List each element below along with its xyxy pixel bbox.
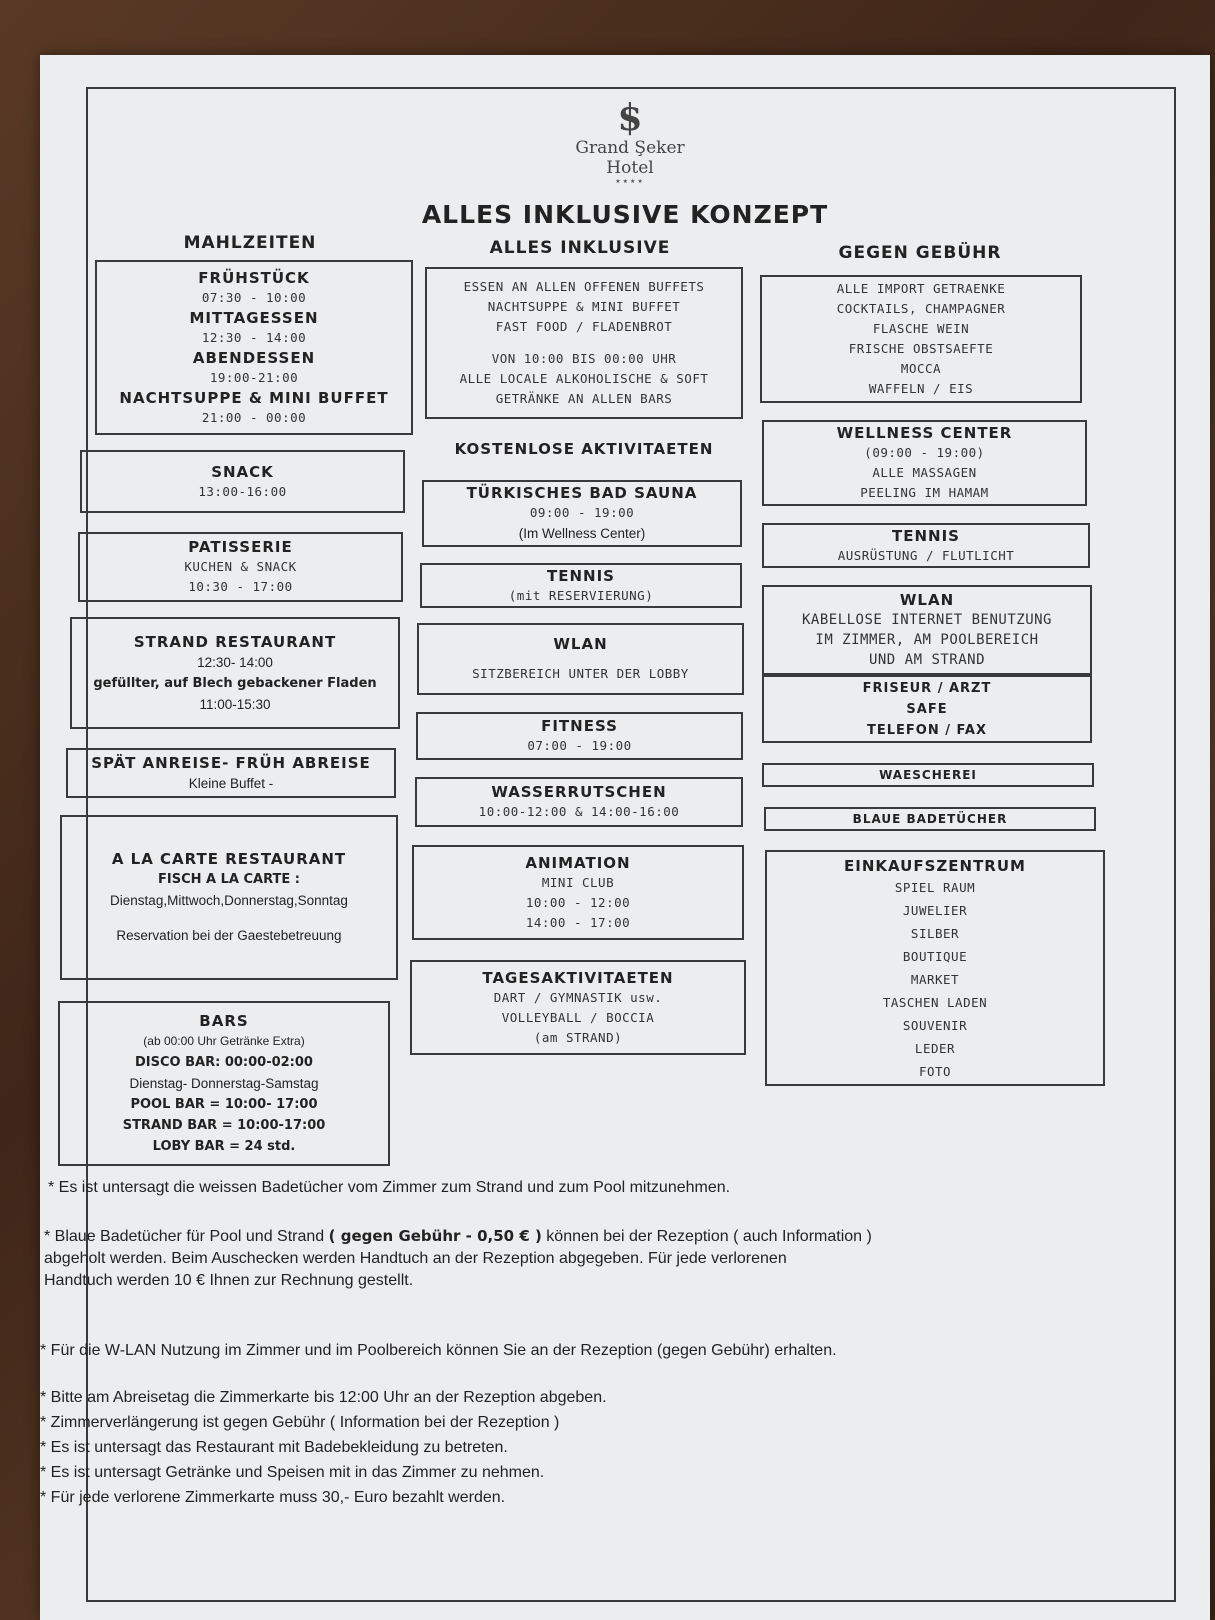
note-blaue-part-2: können bei der Rezeption ( auch Information ) bbox=[541, 1228, 872, 1245]
gebuehr-line-4: FRISCHE OBSTSAEFTE bbox=[848, 341, 994, 356]
note-blaue-part-1: * Blaue Badetücher für Pool und Strand bbox=[44, 1228, 329, 1245]
a-la-carte-label: A LA CARTE RESTAURANT bbox=[111, 850, 347, 868]
waescherei-label: WAESCHEREI bbox=[879, 767, 977, 782]
strand-restaurant-time2: 11:00-15:30 bbox=[199, 696, 271, 712]
note-badebekleidung: * Es ist untersagt das Restaurant mit Badebekleidung zu betreten. bbox=[40, 1439, 508, 1456]
tennis-paid-label: TENNIS bbox=[892, 526, 960, 545]
telefon-fax: TELEFON / FAX bbox=[867, 722, 987, 738]
inkl-line-1: ESSEN AN ALLEN OFFENEN BUFFETS bbox=[463, 279, 705, 294]
animation-label: ANIMATION bbox=[525, 853, 631, 872]
strand-restaurant-label: STRAND RESTAURANT bbox=[133, 632, 337, 651]
mittagessen-time: 12:30 - 14:00 bbox=[201, 329, 307, 345]
wellness-center-box bbox=[762, 420, 1087, 506]
einkaufszentrum-label: EINKAUFSZENTRUM bbox=[844, 857, 1026, 875]
fruehstueck-time: 07:30 - 10:00 bbox=[201, 289, 307, 305]
strand-restaurant-desc: gefüllter, auf Blech gebackener Fladen bbox=[93, 675, 377, 691]
note-blaue-badetuecher bbox=[44, 1225, 1104, 1292]
logo-stars: ★★★★ bbox=[615, 179, 645, 185]
einkauf-item: JUWELIER bbox=[902, 903, 968, 918]
spaet-anreise-sub: Kleine Buffet - bbox=[188, 775, 274, 791]
animation-time-1: 10:00 - 12:00 bbox=[525, 894, 631, 910]
note-blaue-part-4: Handtuch werden 10 € Ihnen zur Rechnung gestellt. bbox=[44, 1272, 414, 1289]
inkl-line-4: VON 10:00 BIS 00:00 UHR bbox=[491, 351, 677, 366]
wellness-center-line-1: ALLE MASSAGEN bbox=[872, 465, 977, 480]
snack-label: SNACK bbox=[211, 462, 274, 481]
einkauf-item: BOUTIQUE bbox=[902, 949, 968, 964]
loby-bar: LOBY BAR = 24 std. bbox=[152, 1138, 296, 1154]
safe: SAFE bbox=[906, 701, 948, 717]
tennis-free-box bbox=[420, 563, 742, 608]
wlan-paid-label: WLAN bbox=[899, 591, 955, 609]
wellness-center-line-2: PEELING IM HAMAM bbox=[860, 485, 989, 500]
spaet-anreise-label: SPÄT ANREISE- FRÜH ABREISE bbox=[91, 753, 371, 772]
wlan-paid-line-1: KABELLOSE INTERNET BENUTZUNG bbox=[801, 612, 1052, 628]
mittagessen-label: MITTAGESSEN bbox=[189, 308, 319, 327]
wlan-free-note: SITZBEREICH UNTER DER LOBBY bbox=[472, 666, 689, 681]
gebuehr-line-2: COCKTAILS, CHAMPAGNER bbox=[836, 301, 1006, 316]
alles-inklusive-box bbox=[425, 267, 743, 419]
fitness-box bbox=[416, 712, 743, 760]
tennis-paid-box bbox=[762, 523, 1090, 568]
inkl-line-6: GETRÄNKE AN ALLEN BARS bbox=[495, 391, 673, 406]
note-zimmerkarte-verloren: * Für jede verlorene Zimmerkarte muss 30,- Euro bezahlt werden. bbox=[40, 1489, 506, 1506]
note-badetuecher: * Es ist untersagt die weissen Badetücher vom Zimmer zum Strand und zum Pool mitzunehmen. bbox=[48, 1179, 731, 1196]
note-zimmerverlaengerung: * Zimmerverlängerung ist gegen Gebühr ( Information bei der Rezeption ) bbox=[40, 1414, 560, 1431]
disco-bar: DISCO BAR: 00:00-02:00 bbox=[135, 1054, 313, 1070]
patisserie-label: PATISSERIE bbox=[188, 538, 293, 556]
nachtsuppe-time: 21:00 - 00:00 bbox=[201, 409, 307, 425]
tagesaktivitaeten-line-3: (am STRAND) bbox=[533, 1029, 623, 1045]
column-heading-alles-inklusive: ALLES INKLUSIVE bbox=[489, 238, 671, 258]
column-heading-mahlzeiten: MAHLZEITEN bbox=[183, 233, 317, 253]
einkauf-item: SPIEL RAUM bbox=[894, 880, 976, 895]
gebuehr-line-3: FLASCHE WEIN bbox=[872, 321, 970, 336]
note-blaue-part-3: abgeholt werden. Beim Auschecken werden Handtuch an der Rezeption abgegeben. Für jede verlorenen bbox=[44, 1250, 787, 1267]
meal-times-box bbox=[95, 260, 413, 435]
service-box bbox=[762, 675, 1092, 743]
einkauf-item: SILBER bbox=[910, 926, 960, 941]
note-wlan: * Für die W-LAN Nutzung im Zimmer und im Poolbereich können Sie an der Rezeption (gegen Gebühr) erhalten. bbox=[40, 1342, 837, 1359]
nachtsuppe-label: NACHTSUPPE & MINI BUFFET bbox=[119, 388, 389, 407]
wlan-paid-line-3: UND AM STRAND bbox=[868, 652, 986, 668]
wasserrutschen-time: 10:00-12:00 & 14:00-16:00 bbox=[478, 804, 680, 819]
fitness-label: FITNESS bbox=[541, 717, 618, 735]
tuerkisches-bad-box bbox=[422, 480, 742, 547]
einkauf-item: MARKET bbox=[910, 972, 960, 987]
einkaufszentrum-box bbox=[765, 850, 1105, 1086]
animation-box bbox=[412, 845, 744, 940]
wlan-paid-box bbox=[762, 585, 1092, 675]
inkl-line-3: FAST FOOD / FLADENBROT bbox=[495, 319, 673, 334]
wellness-center-label: WELLNESS CENTER bbox=[836, 424, 1013, 442]
patisserie-sub: KUCHEN & SNACK bbox=[184, 559, 297, 574]
spaet-anreise-box bbox=[66, 748, 396, 798]
einkauf-item: SOUVENIR bbox=[902, 1018, 968, 1033]
animation-sub: MINI CLUB bbox=[541, 874, 615, 890]
document-sheet bbox=[40, 55, 1210, 1620]
disco-bar-days: Dienstag- Donnerstag-Samstag bbox=[129, 1075, 319, 1091]
hotel-logo bbox=[550, 97, 710, 185]
gebuehr-line-5: MOCCA bbox=[900, 361, 942, 376]
einkauf-item: TASCHEN LADEN bbox=[882, 995, 988, 1010]
strand-restaurant-box bbox=[70, 617, 400, 729]
tuerkisches-bad-label: TÜRKISCHES BAD SAUNA bbox=[466, 484, 698, 502]
tennis-paid-note: AUSRÜSTUNG / FLUTLICHT bbox=[837, 547, 1015, 563]
snack-time: 13:00-16:00 bbox=[198, 483, 287, 499]
einkauf-item: FOTO bbox=[918, 1064, 952, 1079]
bars-box bbox=[58, 1001, 390, 1166]
einkauf-item: LEDER bbox=[914, 1041, 956, 1056]
note-blaue-fee: ( gegen Gebühr - 0,50 € ) bbox=[328, 1227, 542, 1245]
bars-note: (ab 00:00 Uhr Getränke Extra) bbox=[143, 1033, 305, 1048]
wasserrutschen-label: WASSERRUTSCHEN bbox=[491, 783, 667, 801]
logo-name: Grand Şeker Hotel bbox=[575, 138, 685, 178]
wellness-center-time: (09:00 - 19:00) bbox=[864, 445, 985, 460]
patisserie-box bbox=[78, 532, 403, 602]
friseur-arzt: FRISEUR / ARZT bbox=[862, 680, 992, 696]
tagesaktivitaeten-box bbox=[410, 960, 746, 1055]
a-la-carte-sub: FISCH A LA CARTE : bbox=[158, 872, 300, 887]
abendessen-time: 19:00-21:00 bbox=[209, 369, 299, 385]
waescherei-box bbox=[762, 763, 1094, 787]
snack-box bbox=[80, 450, 405, 513]
gegen-gebuehr-box bbox=[760, 275, 1082, 403]
pool-bar: POOL BAR = 10:00- 17:00 bbox=[130, 1096, 318, 1112]
abendessen-label: ABENDESSEN bbox=[192, 348, 316, 367]
wlan-paid-line-2: IM ZIMMER, AM POOLBEREICH bbox=[815, 632, 1039, 648]
blaue-badetuecher-label: BLAUE BADETÜCHER bbox=[852, 811, 1008, 826]
note-zimmerkarte-abgabe: * Bitte am Abreisetag die Zimmerkarte bis 12:00 Uhr an der Rezeption abgeben. bbox=[40, 1389, 607, 1406]
fitness-time: 07:00 - 19:00 bbox=[527, 738, 632, 753]
fruehstueck-label: FRÜHSTÜCK bbox=[198, 268, 310, 287]
tuerkisches-bad-time: 09:00 - 19:00 bbox=[529, 505, 635, 520]
gebuehr-line-6: WAFFELN / EIS bbox=[868, 381, 974, 396]
strand-bar: STRAND BAR = 10:00-17:00 bbox=[122, 1117, 326, 1133]
tagesaktivitaeten-line-1: DART / GYMNASTIK usw. bbox=[493, 989, 663, 1005]
tennis-free-note: (mit RESERVIERUNG) bbox=[508, 587, 654, 603]
wlan-free-box bbox=[417, 623, 744, 695]
tagesaktivitaeten-label: TAGESAKTIVITAETEN bbox=[482, 968, 674, 987]
wasserrutschen-box bbox=[415, 777, 743, 827]
page-title: ALLES INKLUSIVE KONZEPT bbox=[421, 200, 829, 229]
note-getraenke-zimmer: * Es ist untersagt Getränke und Speisen mit in das Zimmer zu nehmen. bbox=[40, 1464, 545, 1481]
tuerkisches-bad-note: (Im Wellness Center) bbox=[518, 526, 646, 541]
column-heading-gegen-gebuehr: GEGEN GEBÜHR bbox=[838, 243, 1002, 263]
a-la-carte-reservation: Reservation bei der Gaestebetreuung bbox=[116, 928, 342, 943]
gebuehr-line-1: ALLE IMPORT GETRAENKE bbox=[836, 281, 1006, 296]
wlan-free-label: WLAN bbox=[553, 635, 608, 653]
patisserie-time: 10:30 - 17:00 bbox=[188, 579, 293, 594]
inkl-line-5: ALLE LOCALE ALKOHOLISCHE & SOFT bbox=[459, 371, 709, 386]
logo-mark: $ bbox=[617, 97, 643, 139]
a-la-carte-days: Dienstag,Mittwoch,Donnerstag,Sonntag bbox=[110, 893, 348, 908]
blaue-badetuecher-box bbox=[764, 807, 1096, 831]
inkl-line-2: NACHTSUPPE & MINI BUFFET bbox=[487, 299, 681, 314]
kostenlose-aktivitaeten-heading: KOSTENLOSE AKTIVITAETEN bbox=[454, 440, 714, 458]
a-la-carte-box bbox=[60, 815, 398, 980]
animation-time-2: 14:00 - 17:00 bbox=[525, 914, 631, 930]
tagesaktivitaeten-line-2: VOLLEYBALL / BOCCIA bbox=[501, 1009, 655, 1025]
bars-label: BARS bbox=[199, 1011, 249, 1030]
tennis-free-label: TENNIS bbox=[547, 566, 615, 585]
strand-restaurant-time: 12:30- 14:00 bbox=[197, 654, 273, 670]
